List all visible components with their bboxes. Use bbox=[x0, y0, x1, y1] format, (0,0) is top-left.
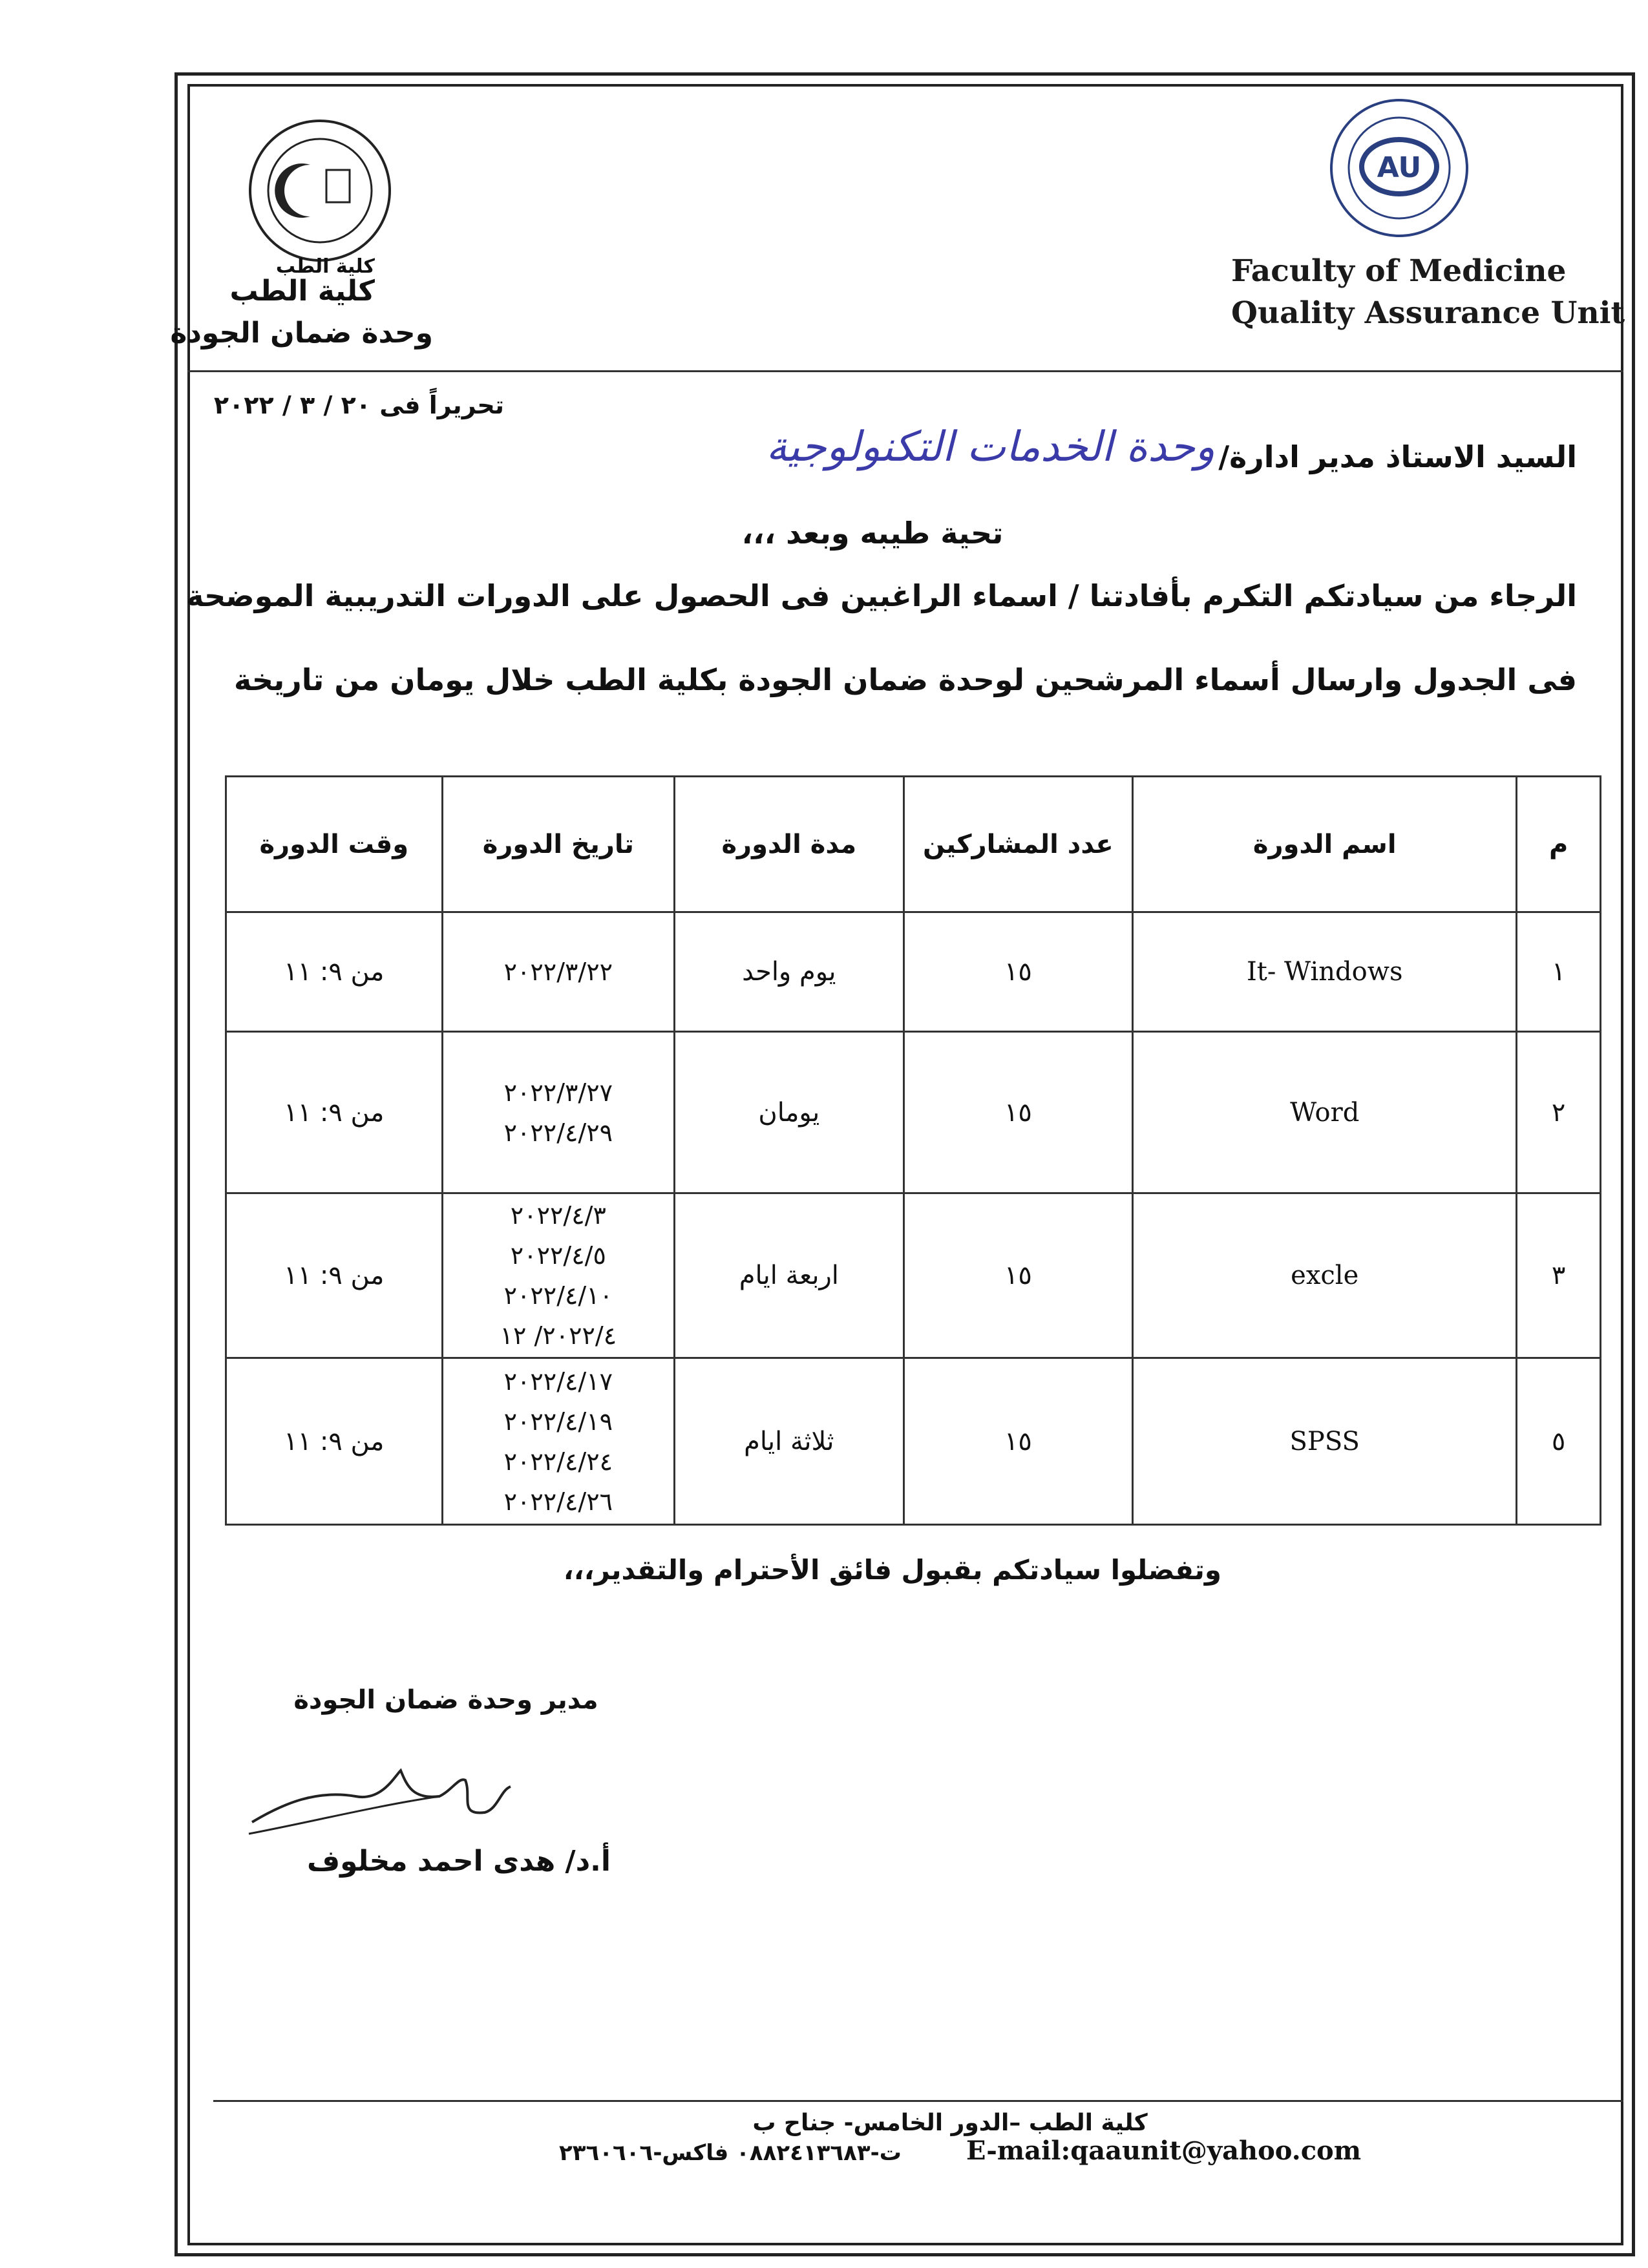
signature-title: مدير وحدة ضمان الجودة bbox=[293, 1685, 598, 1715]
participants: ١٥ bbox=[903, 1032, 1133, 1193]
col-header-num: م bbox=[1517, 777, 1601, 912]
course-date: ٢٠٢٢/٤/٣ bbox=[510, 1201, 606, 1230]
col-header-participants: عدد المشاركين bbox=[903, 777, 1133, 912]
duration: يومان bbox=[675, 1032, 903, 1193]
course-name: SPSS bbox=[1133, 1358, 1517, 1525]
table-header-row bbox=[226, 777, 1601, 912]
col-header-duration: مدة الدورة bbox=[675, 777, 903, 912]
course-name: Word bbox=[1133, 1032, 1517, 1193]
course-time: من ٩: ١١ bbox=[226, 1193, 443, 1358]
course-date: ٢٠٢٢/٤/٢٦ bbox=[503, 1487, 613, 1516]
duration: يوم واحد bbox=[675, 912, 903, 1032]
body-line1: الرجاء من سيادتكم التكرم بأفادتنا / اسماء الراغبين فى الحصول على الدورات التدريبية الموضحة bbox=[186, 578, 1577, 613]
course-name: excle bbox=[1133, 1193, 1517, 1358]
handwritten-signature bbox=[246, 1751, 530, 1848]
signatory-name: أ.د/ هدى احمد مخلوف bbox=[307, 1845, 611, 1878]
footer-email: E-mail:qaaunit@yahoo.com bbox=[966, 2136, 1362, 2166]
university-logo bbox=[1299, 90, 1499, 246]
course-dates bbox=[442, 912, 675, 1032]
courses-table bbox=[225, 775, 1601, 1526]
letter-date: تحريراً فى ٢٠ / ٣ / ٢٠٢٢ bbox=[213, 391, 504, 419]
col-header-time: وقت الدورة bbox=[226, 777, 443, 912]
duration: اربعة ايام bbox=[675, 1193, 903, 1358]
course-dates bbox=[442, 1193, 675, 1358]
course-date: ٢٠٢٢/٤/٢٩ bbox=[503, 1118, 613, 1147]
course-time: من ٩: ١١ bbox=[226, 1032, 443, 1193]
addressee-handwritten: وحدة الخدمات التكنولوجية bbox=[766, 423, 1215, 471]
table-row bbox=[226, 912, 1601, 1032]
row-num: ١ bbox=[1517, 912, 1601, 1032]
header-ar-line1: كلية الطب bbox=[229, 275, 375, 308]
header-title-line1: Faculty of Medicine bbox=[1231, 253, 1567, 289]
course-date: ٢٠٢٢/٣/٢٧ bbox=[503, 1078, 613, 1107]
body-line2: فى الجدول وارسال أسماء المرشحين لوحدة ضمان الجودة بكلية الطب خلال يومان من تاريخة bbox=[233, 662, 1577, 697]
header-divider bbox=[187, 370, 1623, 372]
course-time: من ٩: ١١ bbox=[226, 912, 443, 1032]
course-date: ٢٠٢٢/٤/ ١٢ bbox=[500, 1321, 617, 1350]
addressee: السيد الاستاذ مدير ادارة/ bbox=[1218, 439, 1577, 474]
row-num: ٥ bbox=[1517, 1358, 1601, 1525]
header-title-line2: Quality Assurance Unit bbox=[1231, 295, 1625, 331]
course-date: ٢٠٢٢/٣/٢٢ bbox=[503, 958, 613, 986]
course-time: من ٩: ١١ bbox=[226, 1358, 443, 1525]
course-dates bbox=[442, 1358, 675, 1525]
course-dates bbox=[442, 1032, 675, 1193]
participants: ١٥ bbox=[903, 912, 1133, 1032]
col-header-date: تاريخ الدورة bbox=[442, 777, 675, 912]
participants: ١٥ bbox=[903, 1358, 1133, 1525]
faculty-seal-logo bbox=[226, 113, 414, 262]
footer-phone: ت-٠٨٨٢٤١٣٦٨٣ فاكس-٢٣٦٠٦٠٦ bbox=[559, 2140, 902, 2166]
course-date: ٢٠٢٢/٤/٥ bbox=[510, 1241, 606, 1270]
course-date: ٢٠٢٢/٤/٢٤ bbox=[503, 1447, 613, 1476]
duration: ثلاثة ايام bbox=[675, 1358, 903, 1525]
header-ar-line2: وحدة ضمان الجودة bbox=[170, 317, 433, 350]
logo-letters: AU bbox=[1377, 151, 1422, 184]
footer-address: كلية الطب –الدور الخامس- جناح ب bbox=[752, 2110, 1148, 2136]
seal-label: كلية الطب bbox=[275, 255, 375, 278]
table-row bbox=[226, 1193, 1601, 1358]
row-num: ٢ bbox=[1517, 1032, 1601, 1193]
table-row bbox=[226, 1358, 1601, 1525]
row-num: ٣ bbox=[1517, 1193, 1601, 1358]
col-header-course-name: اسم الدورة bbox=[1133, 777, 1517, 912]
course-date: ٢٠٢٢/٤/١٩ bbox=[503, 1407, 613, 1436]
closing: وتفضلوا سيادتكم بقبول فائق الأحترام والتقدير،،، bbox=[563, 1554, 1221, 1586]
course-name: It- Windows bbox=[1133, 912, 1517, 1032]
greeting: تحية طيبه وبعد ،،، bbox=[741, 516, 1004, 551]
participants: ١٥ bbox=[903, 1193, 1133, 1358]
footer-divider bbox=[213, 2100, 1623, 2102]
course-date: ٢٠٢٢/٤/١٧ bbox=[503, 1367, 613, 1396]
course-date: ٢٠٢٢/٤/١٠ bbox=[503, 1281, 613, 1310]
table-row bbox=[226, 1032, 1601, 1193]
